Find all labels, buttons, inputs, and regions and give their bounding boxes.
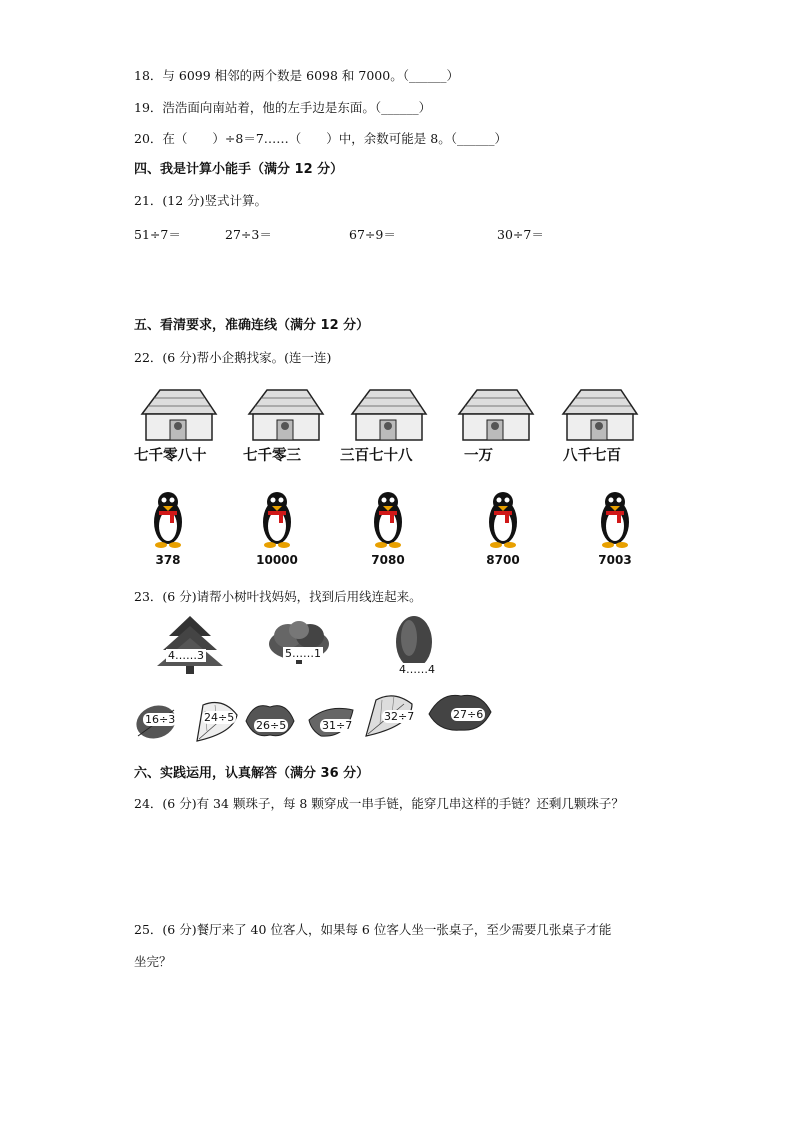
section-4-heading: 四、我是计算小能手（满分 12 分）: [134, 162, 344, 177]
tree-label-2: 5……1: [285, 647, 321, 660]
house-3: [348, 386, 432, 442]
house-icon: [455, 386, 537, 442]
tree-label-1: 4……3: [168, 649, 204, 662]
penguin-icon: [597, 490, 633, 548]
leaf-label-6: 27÷6: [453, 708, 484, 721]
penguin-label-1: 378: [155, 553, 181, 567]
penguin-5: [597, 490, 637, 552]
question-18: 18．与 6099 相邻的两个数是 6098 和 7000。（______）: [134, 68, 459, 83]
penguin-3: [370, 490, 410, 552]
house-icon: [348, 386, 430, 442]
house-1: [138, 386, 222, 442]
house-2: [245, 386, 329, 442]
section-5-heading: 五、看清要求，准确连线（满分 12 分）: [134, 318, 370, 333]
house-label-3: 三百七十八: [340, 448, 413, 464]
tree-1: [155, 614, 225, 680]
section-6-heading: 六、实践运用，认真解答（满分 36 分）: [134, 766, 370, 781]
calc-1: 51÷7＝: [134, 227, 181, 242]
tree-2: [266, 620, 332, 668]
calc-2: 27÷3＝: [225, 227, 272, 242]
question-23: 23．(6 分)请帮小树叶找妈妈，找到后用线连起来。: [134, 589, 422, 604]
question-22: 22．(6 分)帮小企鹅找家。(连一连): [134, 350, 332, 365]
house-4: [455, 386, 539, 442]
penguin-1: [150, 490, 190, 552]
house-label-5: 八千七百: [563, 448, 621, 464]
leaf-label-3: 26÷5: [256, 719, 287, 732]
penguin-label-2: 10000: [256, 553, 298, 567]
question-20: 20．在（ ）÷8＝7……（ ）中，余数可能是 8。（______）: [134, 131, 507, 146]
house-label-2: 七千零三: [243, 448, 301, 464]
penguin-label-5: 7003: [598, 553, 632, 567]
house-icon: [245, 386, 327, 442]
question-25-line-1: 25．(6 分)餐厅来了 40 位客人，如果每 6 位客人坐一张桌子，至少需要几张桌子才能: [134, 922, 612, 937]
penguin-4: [485, 490, 525, 552]
house-5: [559, 386, 643, 442]
leaf-label-5: 32÷7: [384, 710, 415, 723]
penguin-2: [259, 490, 299, 552]
house-label-4: 一万: [464, 448, 493, 464]
penguin-label-4: 8700: [486, 553, 520, 567]
leaf-label-1: 16÷3: [145, 713, 176, 726]
tree-label-3: 4……4: [399, 663, 435, 676]
penguin-icon: [259, 490, 295, 548]
question-19: 19．浩浩面向南站着，他的左手边是东面。（______）: [134, 100, 432, 115]
penguin-icon: [485, 490, 521, 548]
leaf-label-2: 24÷5: [204, 711, 235, 724]
penguin-icon: [150, 490, 186, 548]
house-label-1: 七千零八十: [134, 448, 207, 464]
pine-tree-icon: [155, 614, 225, 676]
question-24: 24．(6 分)有 34 颗珠子，每 8 颗穿成一串手链，能穿几串这样的手链？还剩几颗珠子？: [134, 796, 624, 811]
calc-3: 67÷9＝: [349, 227, 396, 242]
question-25-line-2: 坐完？: [134, 954, 172, 969]
calc-4: 30÷7＝: [497, 227, 544, 242]
house-icon: [559, 386, 641, 442]
penguin-label-3: 7080: [371, 553, 405, 567]
penguin-icon: [370, 490, 406, 548]
leaf-label-4: 31÷7: [322, 719, 353, 732]
house-icon: [138, 386, 220, 442]
question-21: 21．(12 分)竖式计算。: [134, 193, 268, 208]
